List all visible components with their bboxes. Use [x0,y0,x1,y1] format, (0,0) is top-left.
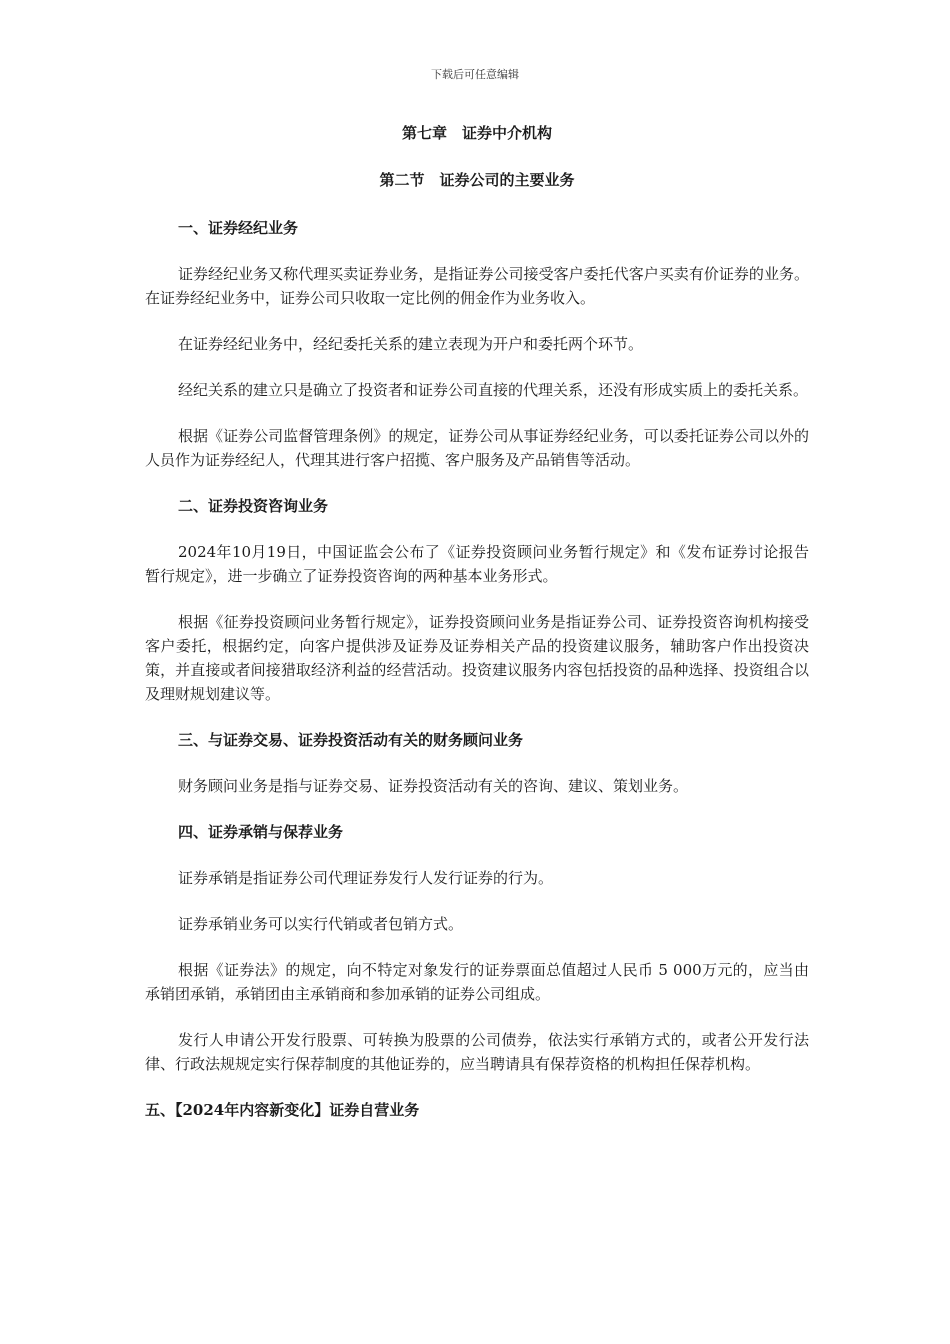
paragraph: 2024年10月19日，中国证监会公布了《证券投资顾问业务暂行规定》和《发布证券讨论报告暂行规定》，进一步确立了证券投资咨询的两种基本业务形式。 [145,543,809,585]
heading-financial-advisory: 三、与证券交易、证券投资活动有关的财务顾问业务 [178,731,524,749]
heading-proprietary-trading: 五、【2024年内容新变化】证券自营业务 [145,1101,420,1119]
heading-brokerage: 一、证券经纪业务 [178,219,299,237]
paragraph: 证券承销是指证券公司代理证券发行人发行证券的行为。 [178,869,554,887]
paragraph: 根据《证券法》的规定，向不特定对象发行的证券票面总值超过人民币 5 000万元的，应当由承销团承销，承销团由主承销商和参加承销的证券公司组成。 [145,961,809,1003]
paragraph: 在证券经纪业务中，经纪委托关系的建立表现为开户和委托两个环节。 [178,335,644,353]
chapter-title: 第七章 证券中介机构 [401,124,552,142]
paragraph: 经纪关系的建立只是确立了投资者和证券公司直接的代理关系，还没有形成实质上的委托关系。 [178,381,809,399]
paragraph: 证券承销业务可以实行代销或者包销方式。 [178,915,464,933]
heading-underwriting-sponsorship: 四、证券承销与保荐业务 [178,823,344,841]
section-title: 第二节 证券公司的主要业务 [379,171,575,189]
paragraph: 证券经纪业务又称代理买卖证券业务，是指证券公司接受客户委托代客户买卖有价证券的业务。在证券经纪业务中，证券公司只收取一定比例的佣金作为业务收入。 [145,265,809,307]
paragraph: 发行人申请公开发行股票、可转换为股票的公司债券，依法实行承销方式的，或者公开发行法律、行政法规规定实行保荐制度的其他证券的，应当聘请具有保荐资格的机构担任保荐机构。 [145,1031,809,1073]
paragraph: 财务顾问业务是指与证券交易、证券投资活动有关的咨询、建议、策划业务。 [178,777,689,795]
paragraph: 根据《证券公司监督管理条例》的规定，证券公司从事证券经纪业务，可以委托证券公司以外的人员作为证券经纪人，代理其进行客户招揽、客户服务及产品销售等活动。 [145,427,809,469]
heading-investment-consulting: 二、证券投资咨询业务 [178,497,329,515]
header-note: 下载后可任意编辑 [431,68,519,81]
document-body [145,122,809,1144]
paragraph: 根据《征券投资顾问业务暂行规定》，证券投资顾问业务是指证券公司、证券投资咨询机构接受客户委托，根据约定，向客户提供涉及证券及证券相关产品的投资建议服务，辅助客户作出投资决策，并直接或者间接猎取经济利益的经营活动。投资建议服务内容包括投资的品种选择、投资组合以及理财规划建议等。 [145,613,809,703]
